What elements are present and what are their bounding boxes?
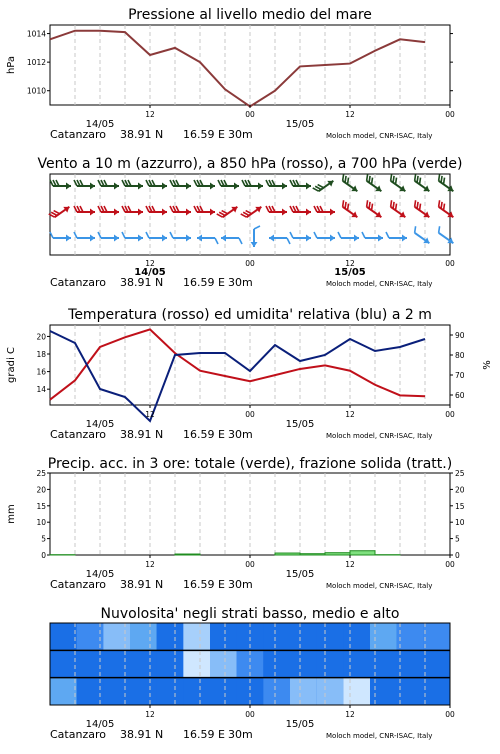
- location-lon: 16.59 E: [183, 428, 225, 441]
- y-tick-label: 0: [41, 551, 46, 560]
- x-tick-label: 00: [245, 410, 255, 419]
- precip-bar: [275, 553, 300, 555]
- cloud-cell: [423, 650, 450, 677]
- location-lon: 16.59 E: [183, 578, 225, 591]
- y-axis-label: gradi C: [6, 347, 17, 383]
- cloud-cell: [263, 650, 290, 677]
- y-tick-label-right: 70: [455, 371, 465, 380]
- x-tick-label: 12: [345, 710, 355, 719]
- model-credit: Moloch model, CNR-ISAC, Italy: [326, 582, 432, 590]
- cloud-cell: [397, 623, 424, 650]
- y-tick-label: 1014: [27, 30, 46, 39]
- pressure-panel: [6, 7, 455, 141]
- cloud-cell: [290, 650, 317, 677]
- location-alt: 30m: [228, 728, 253, 741]
- y-tick-label-right: 10: [455, 518, 465, 527]
- cloud-cell: [370, 650, 397, 677]
- x-tick-label: 00: [445, 710, 455, 719]
- model-credit: Moloch model, CNR-ISAC, Italy: [326, 432, 432, 440]
- location-lon: 16.59 E: [183, 728, 225, 741]
- cloud-cell: [210, 650, 237, 677]
- x-tick-label: 12: [145, 259, 155, 268]
- cloud-cell: [50, 623, 77, 650]
- x-tick-label: 12: [345, 259, 355, 268]
- date-label: 14/05: [86, 719, 115, 730]
- x-tick-label: 00: [445, 410, 455, 419]
- panel-title: Vento a 10 m (azzurro), a 850 hPa (rosso), a 700 hPa (verde): [37, 156, 462, 172]
- cloud-cell: [210, 678, 237, 705]
- x-tick-label: 00: [445, 110, 455, 119]
- location-city: Catanzaro: [50, 728, 106, 741]
- location-city: Catanzaro: [50, 428, 106, 441]
- y-tick-label-right: 25: [455, 469, 465, 478]
- date-label: 15/05: [286, 719, 315, 730]
- date-label: 15/05: [334, 267, 366, 278]
- cloud-cell: [317, 623, 344, 650]
- cloud-cell: [263, 678, 290, 705]
- precip-bar: [350, 551, 375, 555]
- y-axis-label: mm: [6, 504, 17, 523]
- precip-bar: [325, 553, 350, 555]
- x-tick-label: 00: [245, 259, 255, 268]
- x-tick-label: 00: [245, 560, 255, 569]
- wind-panel: [37, 156, 462, 289]
- location-city: Catanzaro: [50, 276, 106, 289]
- cloud-cell: [423, 623, 450, 650]
- y-axis-label: hPa: [6, 56, 17, 74]
- location-alt: 30m: [228, 276, 253, 289]
- location-city: Catanzaro: [50, 578, 106, 591]
- model-credit: Moloch model, CNR-ISAC, Italy: [326, 132, 432, 140]
- cloud-cell: [210, 623, 237, 650]
- panel-title: Precip. acc. in 3 ore: totale (verde), frazione solida (tratt.): [48, 456, 452, 472]
- y-tick-label: 20: [36, 485, 46, 494]
- cloud-cell: [183, 678, 210, 705]
- x-tick-label: 00: [245, 110, 255, 119]
- cloud-cell: [397, 650, 424, 677]
- panel-title: Pressione al livello medio del mare: [128, 7, 372, 23]
- location-lat: 38.91 N: [120, 578, 163, 591]
- cloud-cell: [130, 678, 157, 705]
- panel-title: Nuvolosita' negli strati basso, medio e alto: [101, 606, 400, 622]
- cloud-cell: [370, 678, 397, 705]
- cloud-cell: [50, 650, 77, 677]
- y-tick-label-right: 60: [455, 391, 465, 400]
- cloud-cell: [290, 623, 317, 650]
- location-alt: 30m: [228, 128, 253, 141]
- cloud-cell: [157, 650, 184, 677]
- y-axis-label-right: %: [482, 360, 493, 370]
- y-tick-label: 16: [36, 368, 46, 377]
- temp-rh-panel: [6, 307, 493, 441]
- date-label: 15/05: [286, 419, 315, 430]
- location-alt: 30m: [228, 578, 253, 591]
- cloud-cell: [157, 623, 184, 650]
- precip-panel: [6, 456, 465, 591]
- cloud-cell: [423, 678, 450, 705]
- y-tick-label: 25: [36, 469, 46, 478]
- cloud-cell: [130, 650, 157, 677]
- y-tick-label-right: 15: [455, 502, 465, 511]
- x-tick-label: 00: [445, 259, 455, 268]
- y-tick-label: 1010: [27, 87, 46, 96]
- location-lat: 38.91 N: [120, 128, 163, 141]
- x-tick-label: 00: [245, 710, 255, 719]
- location-lat: 38.91 N: [120, 428, 163, 441]
- cloud-cell: [103, 650, 130, 677]
- y-tick-label-right: 20: [455, 485, 465, 494]
- location-lon: 16.59 E: [183, 276, 225, 289]
- cloud-cell: [77, 623, 104, 650]
- cloud-cell: [343, 678, 370, 705]
- cloud-cell: [343, 650, 370, 677]
- cloud-cell: [103, 678, 130, 705]
- date-label: 15/05: [286, 119, 315, 130]
- x-tick-label: 12: [345, 110, 355, 119]
- cloud-cell: [397, 678, 424, 705]
- x-tick-label: 12: [145, 560, 155, 569]
- location-lon: 16.59 E: [183, 128, 225, 141]
- cloud-cell: [183, 623, 210, 650]
- model-credit: Moloch model, CNR-ISAC, Italy: [326, 280, 432, 288]
- y-tick-label: 1012: [27, 58, 46, 67]
- date-label: 14/05: [86, 119, 115, 130]
- y-tick-label-right: 80: [455, 351, 465, 360]
- date-label: 14/05: [86, 569, 115, 580]
- y-tick-label-right: 0: [455, 551, 460, 560]
- y-tick-label: 20: [36, 332, 46, 341]
- cloud-cell: [370, 623, 397, 650]
- y-tick-label: 18: [36, 350, 46, 359]
- cloud-cell: [183, 650, 210, 677]
- plot-area: [50, 473, 450, 555]
- model-credit: Moloch model, CNR-ISAC, Italy: [326, 732, 432, 740]
- date-label: 15/05: [286, 569, 315, 580]
- location-lat: 38.91 N: [120, 276, 163, 289]
- y-tick-label: 15: [36, 502, 46, 511]
- x-tick-label: 12: [145, 710, 155, 719]
- x-tick-label: 12: [345, 410, 355, 419]
- y-tick-label: 14: [36, 385, 46, 394]
- location-lat: 38.91 N: [120, 728, 163, 741]
- location-city: Catanzaro: [50, 128, 106, 141]
- date-label: 14/05: [86, 419, 115, 430]
- cloud-cell: [103, 623, 130, 650]
- date-label: 14/05: [134, 267, 166, 278]
- cloud-cell: [263, 623, 290, 650]
- cloud-cell: [157, 678, 184, 705]
- x-tick-label: 12: [345, 560, 355, 569]
- cloud-panel: [50, 606, 455, 741]
- cloud-cell: [77, 678, 104, 705]
- cloud-cell: [77, 650, 104, 677]
- x-tick-label: 12: [145, 110, 155, 119]
- cloud-cell: [50, 678, 77, 705]
- cloud-cell: [317, 678, 344, 705]
- x-tick-label: 12: [145, 410, 155, 419]
- y-tick-label: 5: [41, 535, 46, 544]
- cloud-cell: [130, 623, 157, 650]
- cloud-cell: [290, 678, 317, 705]
- cloud-cell: [317, 650, 344, 677]
- x-tick-label: 00: [445, 560, 455, 569]
- y-tick-label-right: 5: [455, 535, 460, 544]
- precip-bar: [175, 554, 200, 555]
- plot-area: [50, 25, 450, 105]
- precip-bar: [300, 554, 325, 555]
- cloud-cell: [343, 623, 370, 650]
- y-tick-label-right: 90: [455, 331, 465, 340]
- y-tick-label: 10: [36, 518, 46, 527]
- location-alt: 30m: [228, 428, 253, 441]
- panel-title: Temperatura (rosso) ed umidita' relativa (blu) a 2 m: [67, 307, 432, 323]
